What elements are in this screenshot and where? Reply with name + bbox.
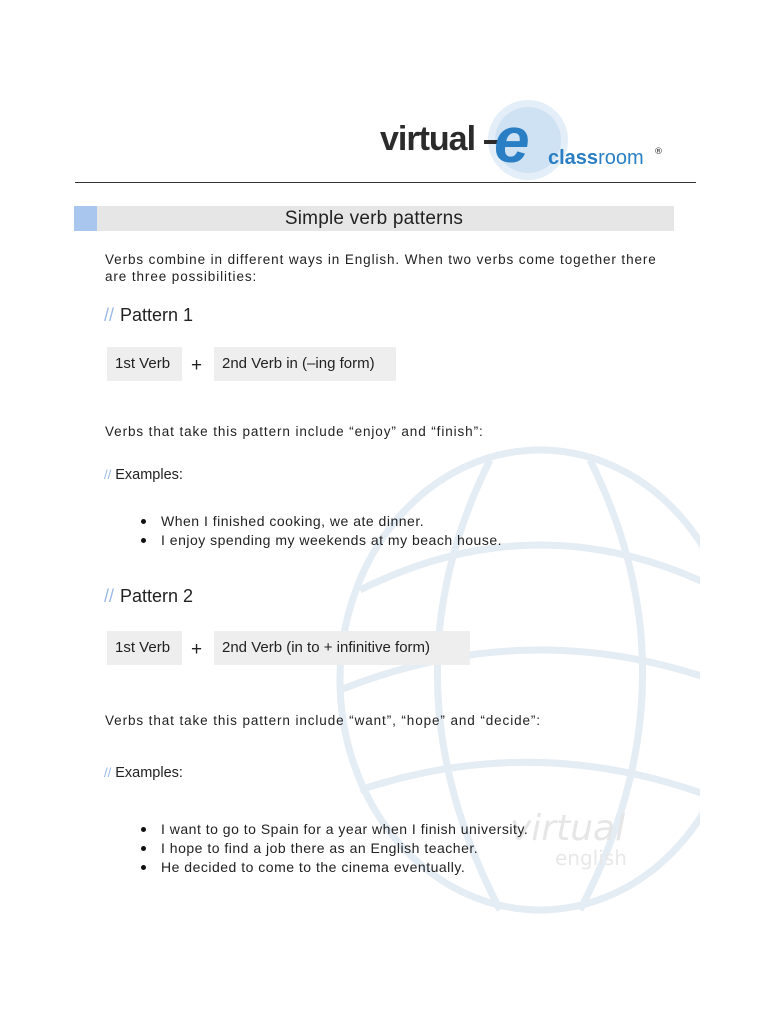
pattern2-description: Verbs that take this pattern include “want”, “hope” and “decide”: — [105, 713, 541, 728]
pattern2-examples-label: Examples: — [115, 765, 183, 781]
page-title: Simple verb patterns — [284, 208, 464, 229]
list-item: I hope to find a job there as an English teacher. — [136, 839, 528, 858]
title-bar — [74, 206, 674, 231]
pattern2-example-list — [136, 820, 528, 877]
list-item: I enjoy spending my weekends at my beach house. — [136, 531, 502, 550]
pattern1-examples-heading — [104, 467, 183, 483]
pattern1-verb1-box: 1st Verb — [107, 347, 182, 381]
pattern1-description: Verbs that take this pattern include “enjoy” and “finish”: — [105, 424, 484, 439]
pattern2-heading-text: Pattern 2 — [120, 586, 194, 606]
list-item: I want to go to Spain for a year when I finish university. — [136, 820, 528, 839]
heading-marker: // — [104, 586, 115, 606]
watermark-text-virtual: virtual — [510, 808, 626, 849]
pattern1-examples-label: Examples: — [115, 467, 183, 483]
logo-text-room: room — [598, 147, 644, 169]
intro-paragraph: Verbs combine in different ways in English. When two verbs come together there are three possibilities: — [105, 252, 657, 284]
logo-text-virtual: virtual — [380, 120, 476, 158]
pattern1-example-list — [136, 512, 502, 550]
pattern1-heading — [104, 305, 193, 326]
watermark-text-english: english — [555, 846, 627, 870]
list-item: When I finished cooking, we ate dinner. — [136, 512, 502, 531]
pattern2-verb1-box: 1st Verb — [107, 631, 182, 665]
svg-text:classroom — [548, 147, 644, 169]
examples-marker: // — [104, 467, 112, 482]
logo-text-e: e — [494, 104, 530, 176]
pattern1-verb2-box: 2nd Verb in (–ing form) — [214, 347, 396, 381]
list-item: He decided to come to the cinema eventually. — [136, 858, 528, 877]
pattern2-examples-heading — [104, 765, 183, 781]
pattern2-plus-sign: + — [191, 639, 203, 660]
registered-mark: ® — [654, 147, 663, 157]
virtual-e-classroom-logo — [378, 92, 678, 184]
pattern1-heading-text: Pattern 1 — [120, 305, 194, 325]
header-divider — [75, 182, 696, 183]
logo-text-class: class — [548, 147, 599, 169]
pattern2-heading — [104, 586, 193, 607]
pattern1-plus-sign: + — [191, 355, 203, 376]
examples-marker: // — [104, 765, 112, 780]
pattern2-verb2-box: 2nd Verb (in to + infinitive form) — [214, 631, 470, 665]
heading-marker: // — [104, 305, 115, 325]
